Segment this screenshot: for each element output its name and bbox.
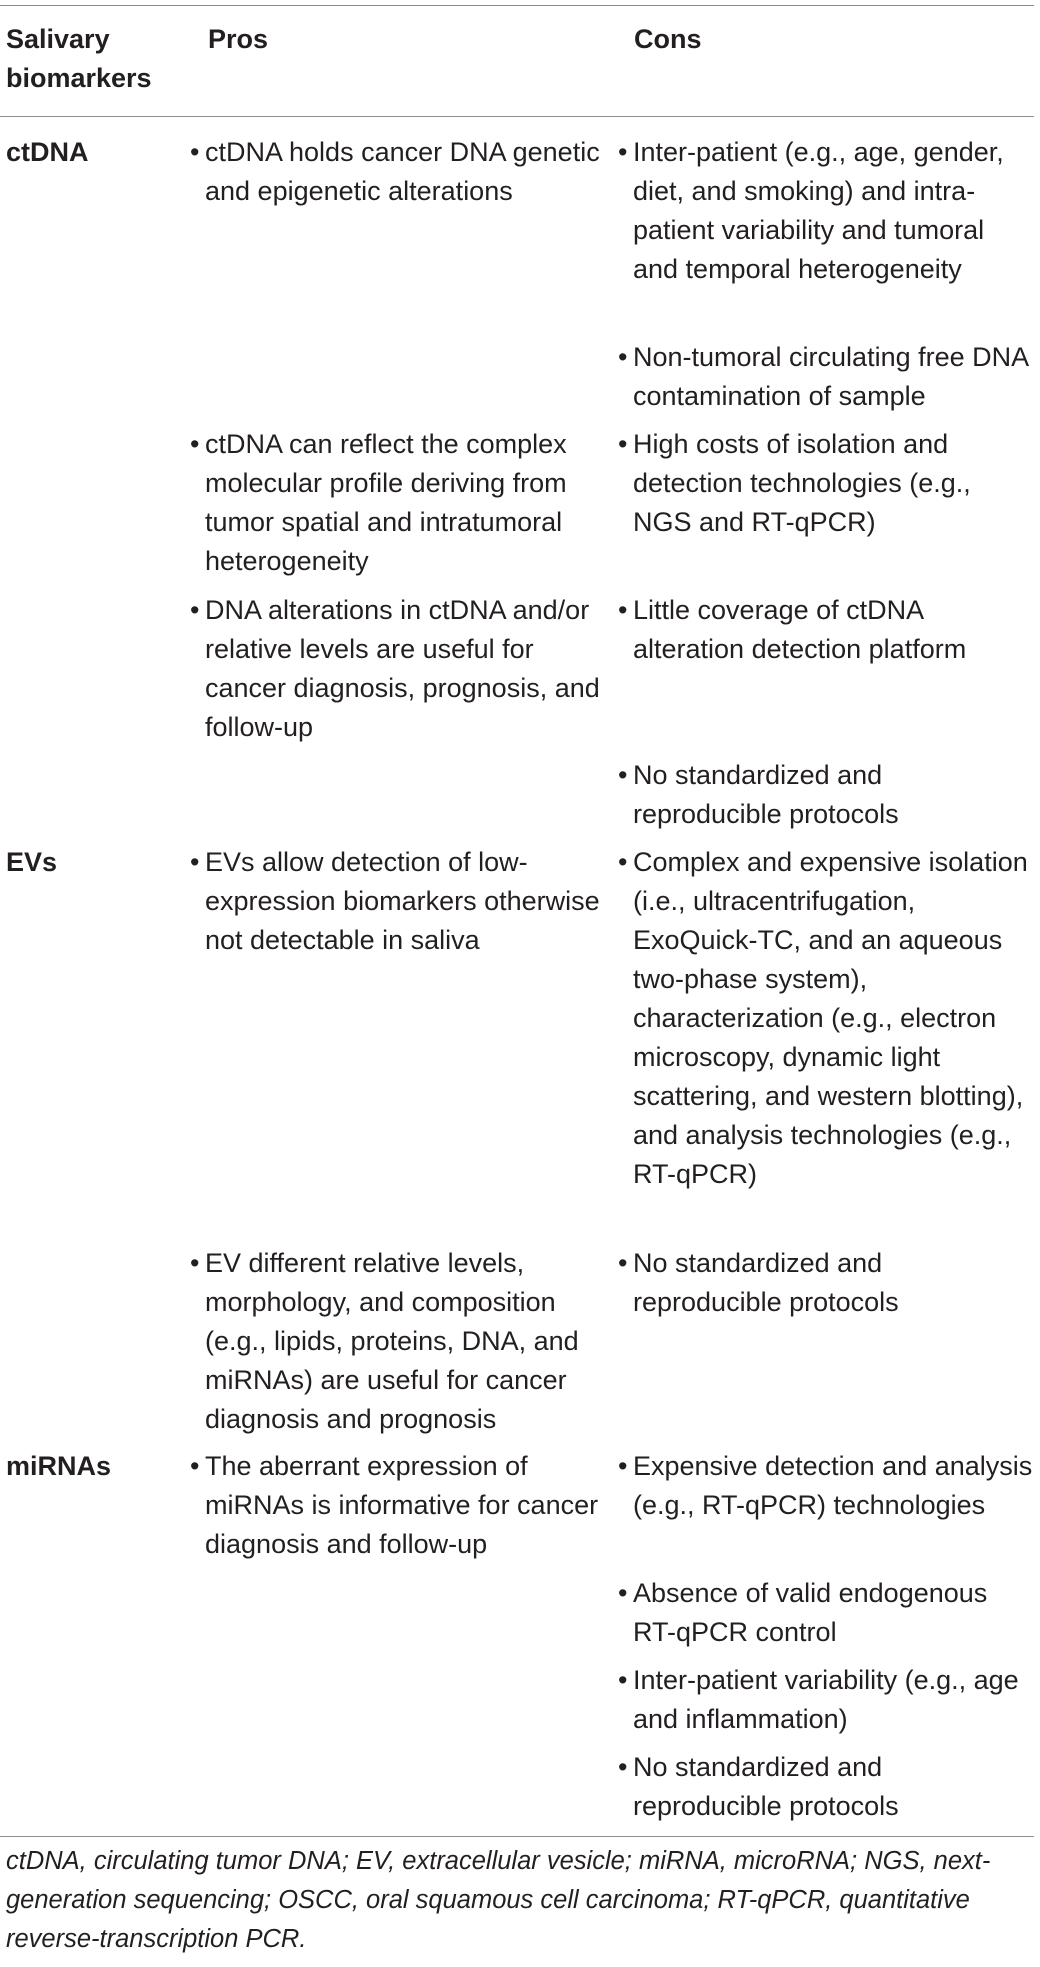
bullet-icon: • — [190, 595, 200, 625]
bullet-icon: • — [618, 1248, 628, 1278]
cons-item: • No standardized and reproducible protocols — [618, 1748, 1034, 1826]
group-label-mirnas: miRNAs — [6, 1451, 112, 1481]
pros-item: • DNA alterations in ctDNA and/or relative levels are useful for cancer diagnosis, prognosis, and follow-up — [190, 591, 610, 747]
bottom-rule — [0, 1836, 1034, 1837]
bullet-icon: • — [190, 429, 200, 459]
bullet-icon: • — [190, 137, 200, 167]
bullet-icon: • — [618, 1665, 628, 1695]
bullet-icon: • — [618, 342, 628, 372]
pros-item: • EVs allow detection of low-expression biomarkers otherwise not detectable in saliva — [190, 843, 610, 960]
bullet-icon: • — [618, 847, 628, 877]
pros-item: • EV different relative levels, morphology, and composition (e.g., lipids, proteins, DNA, and miRNAs) are useful for cancer diagnosis and prognosis — [190, 1244, 610, 1439]
cons-item: • No standardized and reproducible protocols — [618, 1244, 1034, 1322]
header-cons: Cons — [634, 24, 702, 54]
bullet-icon: • — [190, 847, 200, 877]
bullet-icon: • — [618, 1752, 628, 1782]
table-footnote: ctDNA, circulating tumor DNA; EV, extracellular vesicle; miRNA, microRNA; NGS, next-generation sequencing; OSCC, oral squamous cell carcinoma; RT-qPCR, quantitative reverse-transcription PCR. — [6, 1847, 991, 1953]
pros-item: • ctDNA can reflect the complex molecular profile deriving from tumor spatial and intratumoral heterogeneity — [190, 425, 610, 581]
bullet-icon: • — [618, 429, 628, 459]
group-label-evs: EVs — [6, 847, 58, 877]
bullet-icon: • — [618, 1451, 628, 1481]
pros-item: • ctDNA holds cancer DNA genetic and epigenetic alterations — [190, 133, 610, 211]
pros-item: • The aberrant expression of miRNAs is informative for cancer diagnosis and follow-up — [190, 1447, 610, 1564]
cons-item: • High costs of isolation and detection technologies (e.g., NGS and RT-qPCR) — [618, 425, 1034, 542]
cons-item: • Absence of valid endogenous RT-qPCR control — [618, 1574, 1034, 1652]
bullet-icon: • — [618, 137, 628, 167]
header-pros: Pros — [208, 24, 269, 54]
cons-item: • Little coverage of ctDNA alteration detection platform — [618, 591, 1034, 669]
header-salivary-biomarkers: Salivary biomarkers — [6, 24, 152, 93]
cons-item: • No standardized and reproducible protocols — [618, 756, 1034, 834]
bullet-icon: • — [190, 1451, 200, 1481]
top-rule — [0, 5, 1034, 6]
header-rule — [0, 116, 1034, 117]
cons-item: • Complex and expensive isolation (i.e., ultracentrifugation, ExoQuick-TC, and an aqueous two-phase system), characterization (e.g., electron microscopy, dynamic light scattering, and western blotting), and analysis technologies (e.g., RT-qPCR) — [618, 843, 1034, 1194]
cons-item: • Inter-patient (e.g., age, gender, diet, and smoking) and intra-patient variability and tumoral and temporal heterogeneity — [618, 133, 1034, 289]
bullet-icon: • — [618, 595, 628, 625]
bullet-icon: • — [190, 1248, 200, 1278]
cons-item: • Non-tumoral circulating free DNA contamination of sample — [618, 338, 1034, 416]
cons-item: • Inter-patient variability (e.g., age and inflammation) — [618, 1661, 1034, 1739]
bullet-icon: • — [618, 760, 628, 790]
group-label-ctdna: ctDNA — [6, 137, 89, 167]
cons-item: • Expensive detection and analysis (e.g., RT-qPCR) technologies — [618, 1447, 1034, 1525]
bullet-icon: • — [618, 1578, 628, 1608]
